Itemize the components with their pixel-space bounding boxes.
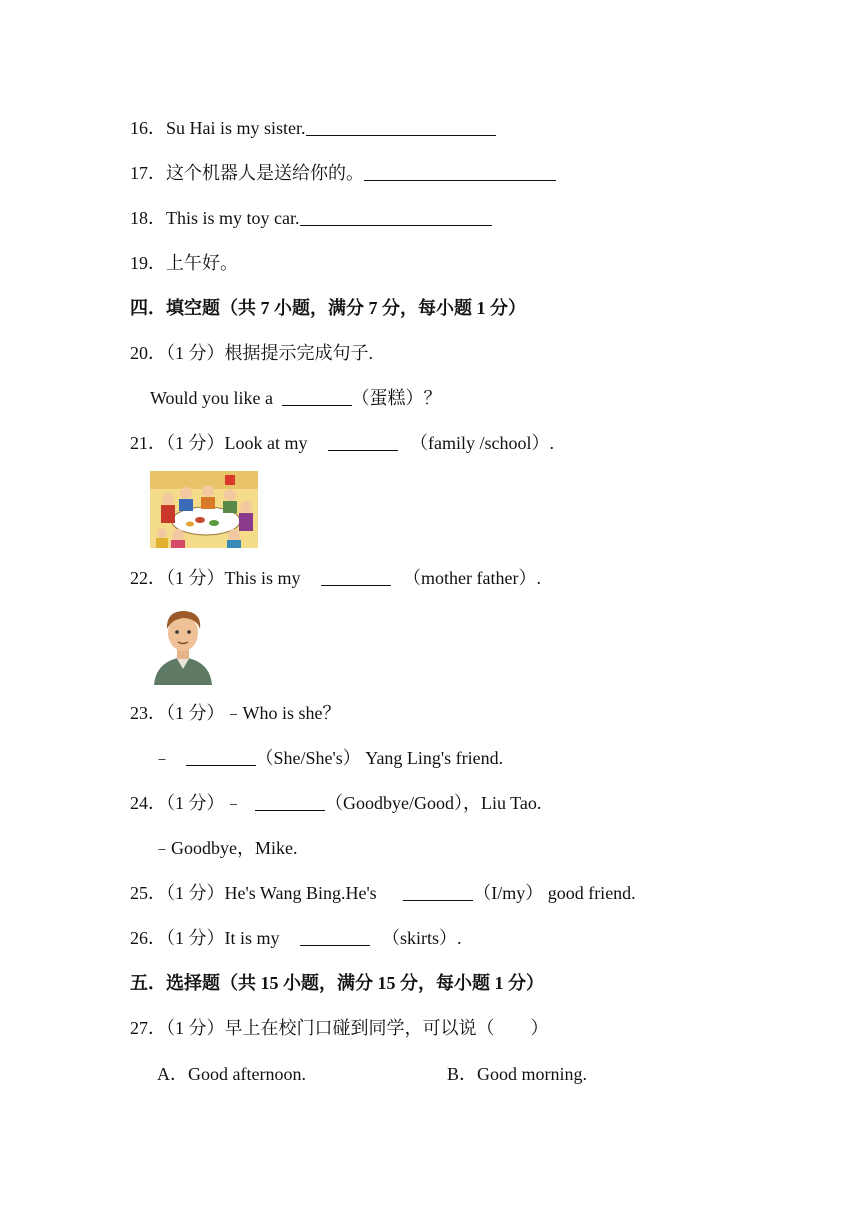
sentence-end: （I/my） good friend. (473, 883, 636, 903)
question-number: 18． (130, 208, 166, 228)
question-number: 23． (130, 703, 166, 723)
sentence-start: He's Wang Bing.He's (224, 883, 382, 903)
answer-blank[interactable] (300, 927, 370, 946)
question-text: 根据提示完成句子. (224, 343, 373, 363)
sentence-end: （family /school）. (410, 433, 554, 453)
question-19 (130, 251, 238, 275)
question-number: 17． (130, 163, 166, 183)
question-24-reply: ﹣Goodbye，Mike. (153, 838, 298, 858)
sentence-end: （She/She's） Yang Ling's friend. (255, 748, 504, 768)
answer-blank[interactable] (186, 747, 256, 766)
score-label: （1 分） (166, 343, 225, 363)
score-label: （1 分） (166, 793, 225, 813)
question-20-sentence (150, 386, 442, 410)
answer-blank[interactable] (364, 162, 556, 181)
question-21 (130, 431, 554, 455)
question-16 (130, 116, 496, 140)
question-text: Su Hai is my sister. (166, 118, 306, 138)
dash: ﹣ (153, 748, 176, 768)
question-22 (130, 566, 541, 590)
question-27 (130, 1016, 549, 1040)
sentence-end: （mother father）. (403, 568, 541, 588)
question-23 (130, 701, 341, 725)
dash: ﹣ (224, 793, 247, 813)
answer-blank[interactable] (282, 387, 352, 406)
question-text: 早上在校门口碰到同学，可以说（ ） (224, 1018, 549, 1038)
answer-blank[interactable] (403, 882, 473, 901)
question-number: 27． (130, 1018, 166, 1038)
answer-blank[interactable] (255, 792, 325, 811)
question-number: 20． (130, 343, 166, 363)
father-image (150, 603, 216, 685)
question-number: 22． (130, 568, 166, 588)
question-20 (130, 341, 373, 365)
question-23-answer (153, 746, 503, 770)
question-number: 16． (130, 118, 166, 138)
question-number: 24． (130, 793, 166, 813)
question-18 (130, 206, 492, 230)
score-label: （1 分） (166, 703, 225, 723)
question-number: 21． (130, 433, 166, 453)
answer-blank[interactable] (328, 432, 398, 451)
score-label: （1 分） (166, 433, 225, 453)
sentence-end: （Goodbye/Good），Liu Tao. (325, 793, 542, 813)
question-number: 25． (130, 883, 166, 903)
question-number: 26． (130, 928, 166, 948)
score-label: （1 分） (166, 568, 225, 588)
sentence-end: （skirts）. (382, 928, 462, 948)
score-label: （1 分） (166, 1018, 225, 1038)
score-label: （1 分） (166, 928, 225, 948)
family-dinner-image (150, 471, 258, 548)
question-24 (130, 791, 541, 815)
question-text: 这个机器人是送给你的。 (166, 163, 364, 183)
section-title-5: 五．选择题（共 15 小题，满分 15 分，每小题 1 分） (130, 973, 544, 993)
question-26 (130, 926, 462, 950)
answer-blank[interactable] (306, 117, 496, 136)
sentence-start: Look at my (224, 433, 312, 453)
question-25 (130, 881, 636, 905)
sentence-start: It is my (224, 928, 285, 948)
sentence-start: Would you like a (150, 388, 278, 408)
option-a[interactable]: A．Good afternoon. (157, 1064, 306, 1084)
question-text: 上午好。 (166, 253, 238, 273)
answer-blank[interactable] (321, 567, 391, 586)
score-label: （1 分） (166, 883, 225, 903)
option-b[interactable]: B．Good morning. (447, 1064, 588, 1084)
question-17 (130, 161, 556, 185)
question-text: ﹣Who is she？ (224, 703, 341, 723)
section-title-4: 四．填空题（共 7 小题，满分 7 分，每小题 1 分） (130, 298, 526, 318)
question-number: 19． (130, 253, 166, 273)
answer-blank[interactable] (300, 207, 492, 226)
sentence-start: This is my (224, 568, 306, 588)
sentence-end: （蛋糕）？ (351, 388, 442, 408)
question-text: This is my toy car. (166, 208, 300, 228)
